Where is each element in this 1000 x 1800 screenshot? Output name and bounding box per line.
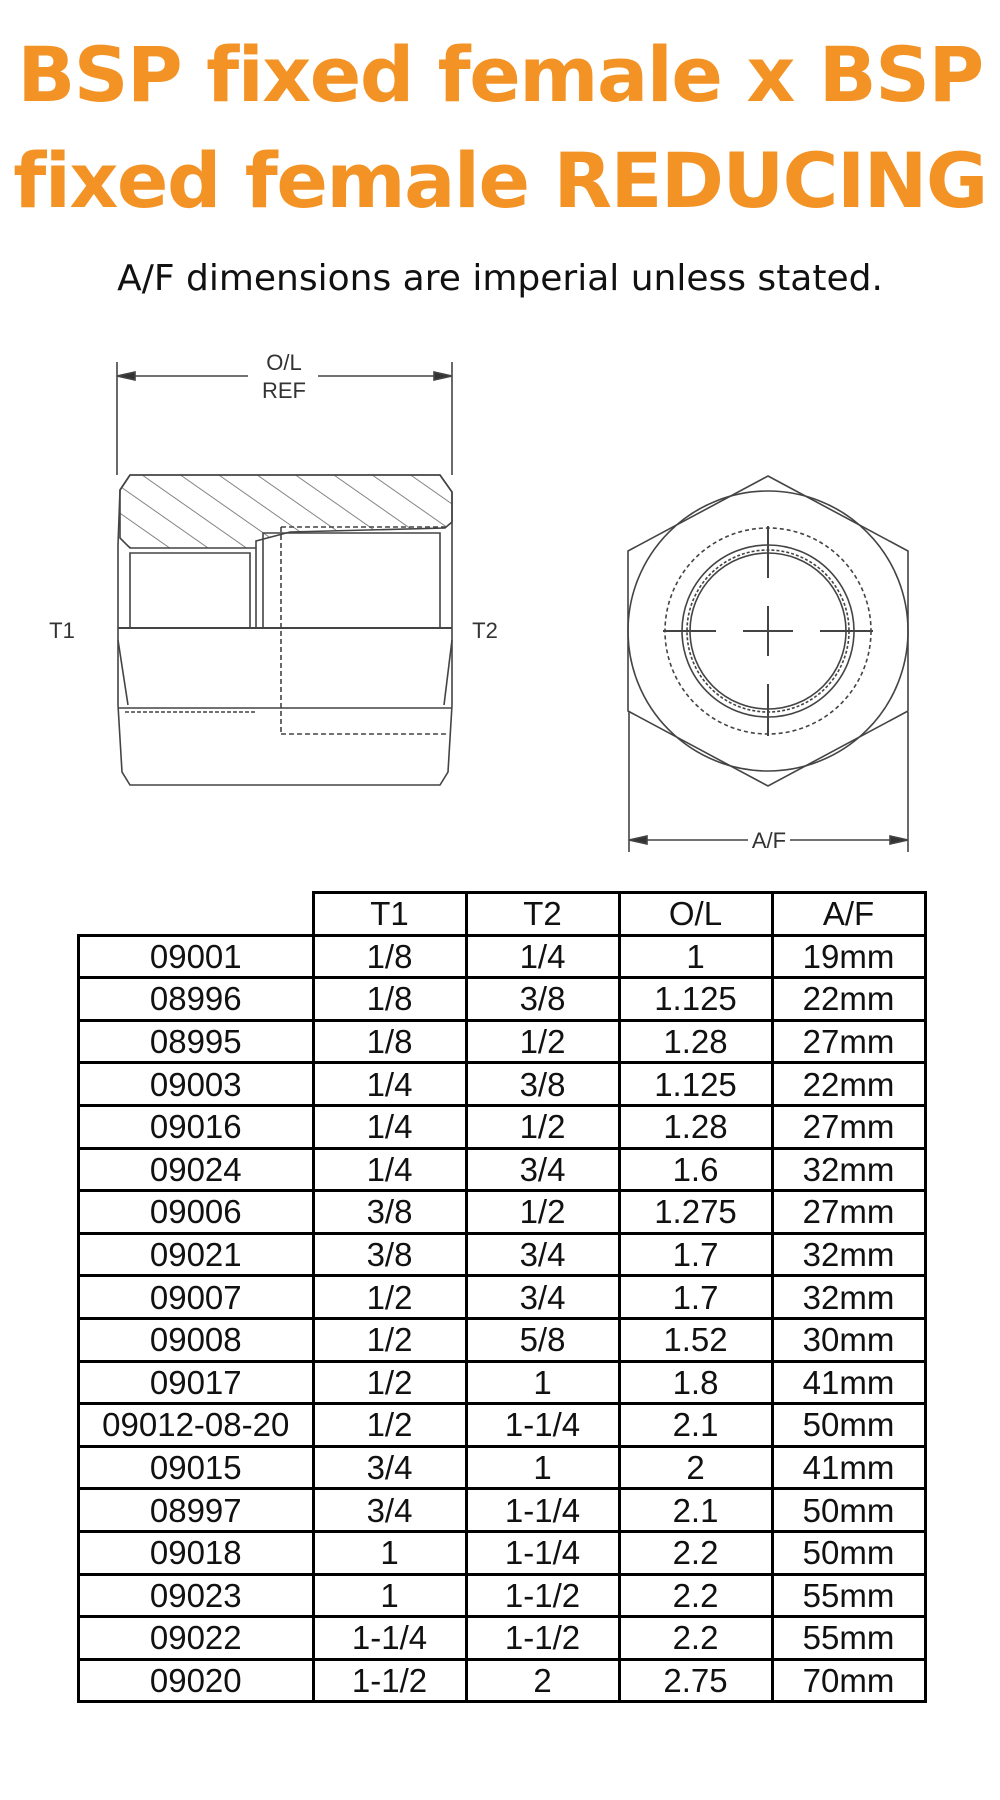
af-cell: 50mm <box>772 1404 925 1447</box>
af-cell: 27mm <box>772 1105 925 1148</box>
ol-cell: 1 <box>619 935 772 978</box>
t2-cell: 2 <box>466 1659 619 1702</box>
t1-cell: 1/8 <box>313 935 466 978</box>
ol-cell: 1.6 <box>619 1148 772 1191</box>
af-cell: 22mm <box>772 1063 925 1106</box>
af-cell: 41mm <box>772 1446 925 1489</box>
t2-cell: 1 <box>466 1446 619 1489</box>
table-row <box>79 1105 926 1148</box>
ol-cell: 1.52 <box>619 1318 772 1361</box>
t2-cell: 3/4 <box>466 1148 619 1191</box>
title-line-1: BSP fixed female x BSP <box>17 30 983 119</box>
ol-label: O/L <box>266 350 302 375</box>
af-cell: 32mm <box>772 1148 925 1191</box>
part-number-cell: 09020 <box>79 1659 314 1702</box>
af-cell: 22mm <box>772 978 925 1021</box>
t2-cell: 3/8 <box>466 978 619 1021</box>
t1-cell: 3/8 <box>313 1233 466 1276</box>
ol-cell: 1.8 <box>619 1361 772 1404</box>
ol-cell: 2.2 <box>619 1574 772 1617</box>
part-number-cell: 09015 <box>79 1446 314 1489</box>
part-number-cell: 08995 <box>79 1020 314 1063</box>
table-row <box>79 978 926 1021</box>
table-row <box>79 1191 926 1234</box>
part-number-cell: 09021 <box>79 1233 314 1276</box>
table-row <box>79 935 926 978</box>
part-number-cell: 09023 <box>79 1574 314 1617</box>
t1-cell: 1-1/2 <box>313 1659 466 1702</box>
t2-cell: 1/4 <box>466 935 619 978</box>
subtitle-note: A/F dimensions are imperial unless stated. <box>117 258 883 299</box>
t1-cell: 1/2 <box>313 1361 466 1404</box>
t2-cell: 3/4 <box>466 1233 619 1276</box>
part-number-cell: 08996 <box>79 978 314 1021</box>
part-number-cell: 09008 <box>79 1318 314 1361</box>
t1-cell: 3/8 <box>313 1191 466 1234</box>
table-row <box>79 1063 926 1106</box>
t2-cell: 3/4 <box>466 1276 619 1319</box>
part-number-cell: 09001 <box>79 935 314 978</box>
t2-cell: 1 <box>466 1361 619 1404</box>
table-row <box>79 1404 926 1447</box>
end-view-drawing <box>628 476 908 852</box>
t1-cell: 1/4 <box>313 1063 466 1106</box>
table-row <box>79 1020 926 1063</box>
ol-cell: 1.28 <box>619 1020 772 1063</box>
t1-cell: 1/8 <box>313 1020 466 1063</box>
table-row <box>79 1574 926 1617</box>
t2-port-label: T2 <box>472 618 498 643</box>
table-row <box>79 1489 926 1532</box>
header-t1: T1 <box>313 893 466 936</box>
t1-cell: 3/4 <box>313 1489 466 1532</box>
t1-cell: 1/2 <box>313 1404 466 1447</box>
table-header-row <box>79 893 926 936</box>
table-row <box>79 1659 926 1702</box>
technical-drawing <box>0 340 1000 860</box>
af-cell: 32mm <box>772 1276 925 1319</box>
t1-cell: 1/4 <box>313 1148 466 1191</box>
table-row <box>79 1361 926 1404</box>
t2-cell: 1-1/4 <box>466 1531 619 1574</box>
t2-cell: 1-1/4 <box>466 1404 619 1447</box>
t1-cell: 1-1/4 <box>313 1617 466 1660</box>
part-number-cell: 09017 <box>79 1361 314 1404</box>
af-cell: 55mm <box>772 1617 925 1660</box>
af-label: A/F <box>751 828 787 853</box>
af-cell: 27mm <box>772 1020 925 1063</box>
t2-cell: 3/8 <box>466 1063 619 1106</box>
header-t2: T2 <box>466 893 619 936</box>
table-row <box>79 1531 926 1574</box>
table-row <box>79 1233 926 1276</box>
ol-cell: 2.2 <box>619 1531 772 1574</box>
ol-cell: 2.75 <box>619 1659 772 1702</box>
af-cell: 19mm <box>772 935 925 978</box>
table-row <box>79 1276 926 1319</box>
ol-cell: 1.28 <box>619 1105 772 1148</box>
t1-cell: 1/2 <box>313 1318 466 1361</box>
ol-cell: 1.275 <box>619 1191 772 1234</box>
part-number-cell: 09007 <box>79 1276 314 1319</box>
part-number-cell: 09024 <box>79 1148 314 1191</box>
t1-cell: 3/4 <box>313 1446 466 1489</box>
ol-cell: 1.7 <box>619 1233 772 1276</box>
t2-cell: 5/8 <box>466 1318 619 1361</box>
header-part-number <box>79 893 314 936</box>
t2-cell: 1-1/2 <box>466 1617 619 1660</box>
table-row <box>79 1318 926 1361</box>
ol-cell: 1.125 <box>619 1063 772 1106</box>
af-cell: 70mm <box>772 1659 925 1702</box>
ol-cell: 1.7 <box>619 1276 772 1319</box>
af-cell: 27mm <box>772 1191 925 1234</box>
t1-port-label: T1 <box>49 618 75 643</box>
t1-cell: 1 <box>313 1531 466 1574</box>
t1-cell: 1 <box>313 1574 466 1617</box>
af-cell: 50mm <box>772 1531 925 1574</box>
page-title <box>0 22 1000 234</box>
part-number-cell: 09016 <box>79 1105 314 1148</box>
part-number-cell: 09003 <box>79 1063 314 1106</box>
af-cell: 50mm <box>772 1489 925 1532</box>
table-row <box>79 1446 926 1489</box>
t2-cell: 1/2 <box>466 1020 619 1063</box>
header-ol: O/L <box>619 893 772 936</box>
part-number-cell: 09012-08-20 <box>79 1404 314 1447</box>
af-cell: 30mm <box>772 1318 925 1361</box>
t1-cell: 1/4 <box>313 1105 466 1148</box>
t2-cell: 1/2 <box>466 1105 619 1148</box>
ol-cell: 2 <box>619 1446 772 1489</box>
part-number-cell: 09022 <box>79 1617 314 1660</box>
part-number-cell: 09018 <box>79 1531 314 1574</box>
part-number-cell: 08997 <box>79 1489 314 1532</box>
header-af: A/F <box>772 893 925 936</box>
ol-cell: 2.2 <box>619 1617 772 1660</box>
t1-cell: 1/8 <box>313 978 466 1021</box>
t1-cell: 1/2 <box>313 1276 466 1319</box>
ol-cell: 2.1 <box>619 1489 772 1532</box>
dimensions-table <box>77 891 927 1703</box>
af-cell: 55mm <box>772 1574 925 1617</box>
side-view-drawing <box>117 362 452 785</box>
ol-cell: 1.125 <box>619 978 772 1021</box>
table-row <box>79 1617 926 1660</box>
title-line-2: fixed female REDUCING <box>13 136 987 225</box>
t2-cell: 1-1/2 <box>466 1574 619 1617</box>
t2-cell: 1-1/4 <box>466 1489 619 1532</box>
part-number-cell: 09006 <box>79 1191 314 1234</box>
af-cell: 32mm <box>772 1233 925 1276</box>
af-cell: 41mm <box>772 1361 925 1404</box>
ol-cell: 2.1 <box>619 1404 772 1447</box>
t2-cell: 1/2 <box>466 1191 619 1234</box>
table-row <box>79 1148 926 1191</box>
ref-label: REF <box>262 378 306 403</box>
